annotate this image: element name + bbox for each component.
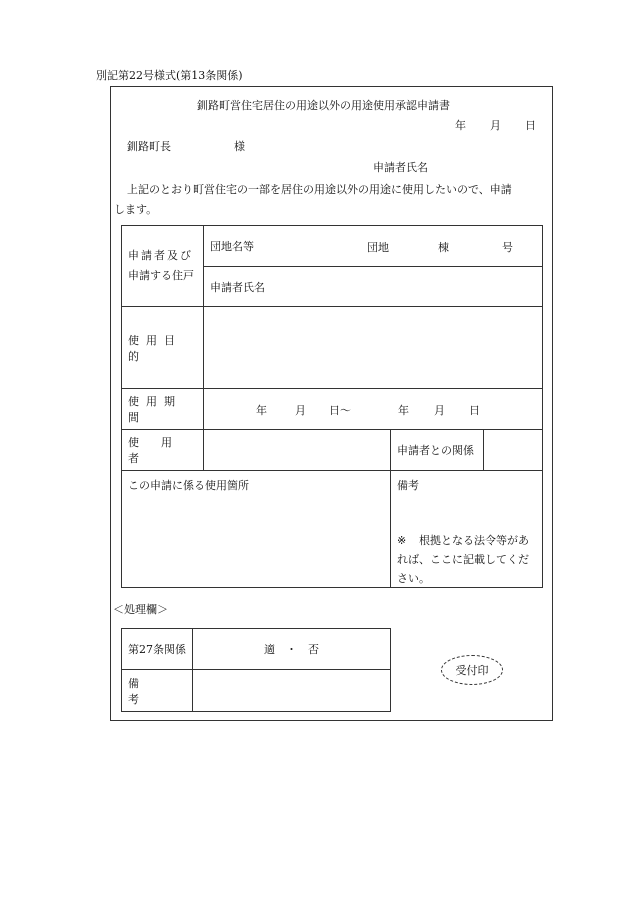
date-day: 日 <box>525 119 536 132</box>
request-text-line-2: します。 <box>114 203 158 216</box>
period-year-1: 年 <box>256 404 267 417</box>
request-text-line-1: 上記のとおり町営住宅の一部を居住の用途以外の用途に使用したいので、申請 <box>127 183 512 196</box>
table-applicant-name-label: 申請者氏名 <box>210 280 265 294</box>
form-title: 釧路町営住宅居住の用途以外の用途使用承認申請書 <box>197 99 450 112</box>
location-label: この申請に係る使用箇所 <box>128 479 249 492</box>
relation-label-cell <box>391 430 484 471</box>
processing-section-label: ＜処理欄＞ <box>113 603 168 616</box>
complex-name-label: 団地名等 <box>210 240 254 253</box>
user-label-cell <box>122 430 204 471</box>
article-label-cell <box>122 629 193 670</box>
approval-text: 適 ・ 否 <box>264 643 319 656</box>
remarks-note <box>397 531 537 588</box>
relation-value-cell <box>484 430 543 471</box>
purpose-label: 使用目的 <box>128 333 182 363</box>
date-month: 月 <box>490 119 501 132</box>
processing-remarks-value-cell <box>193 670 391 712</box>
addressee-honorific: 様 <box>234 140 245 153</box>
period-label-cell <box>122 389 204 430</box>
period-year-2: 年 <box>398 404 409 417</box>
user-label: 使用者 <box>128 436 194 465</box>
number-unit: 号 <box>502 241 513 254</box>
addressee-name: 釧路町長 <box>127 140 171 153</box>
period-day-2: 日 <box>469 404 480 417</box>
processing-remarks-label-cell <box>122 670 193 712</box>
date-year: 年 <box>455 119 466 132</box>
user-value-cell <box>204 430 391 471</box>
applicant-name-label: 申請者氏名 <box>373 161 428 174</box>
processing-remarks-label: 備考 <box>128 676 175 706</box>
complex-cell <box>204 226 543 267</box>
period-month-2: 月 <box>434 404 445 417</box>
complex-unit: 団地 <box>367 241 389 254</box>
stamp-label: 受付印 <box>455 664 489 677</box>
applicant-name-cell <box>204 267 543 307</box>
purpose-label-cell <box>122 307 204 389</box>
processing-table <box>121 628 391 712</box>
period-value-cell <box>204 389 543 430</box>
residence-label-cell <box>122 226 204 307</box>
period-month-1: 月 <box>295 404 306 417</box>
relation-label: 申請者との関係 <box>397 444 474 457</box>
remarks-label: 備考 <box>397 479 419 492</box>
period-label: 使用期間 <box>128 395 182 424</box>
building-unit: 棟 <box>438 241 449 254</box>
residence-label-1: 申請者及び <box>128 249 193 262</box>
article-label: 第27条関係 <box>128 643 186 656</box>
reception-stamp <box>441 655 503 685</box>
period-day-1: 日～ <box>329 404 351 417</box>
note-mark: ※ <box>397 534 407 547</box>
location-cell <box>122 471 391 588</box>
form-number: 別記第22号様式(第13条関係) <box>96 69 243 82</box>
approval-cell <box>193 629 391 670</box>
residence-label-2: 申請する住戸 <box>128 269 194 282</box>
purpose-value-cell <box>204 307 543 389</box>
note-text: 根拠となる法令等があれば、ここに記載してください。 <box>397 534 529 585</box>
